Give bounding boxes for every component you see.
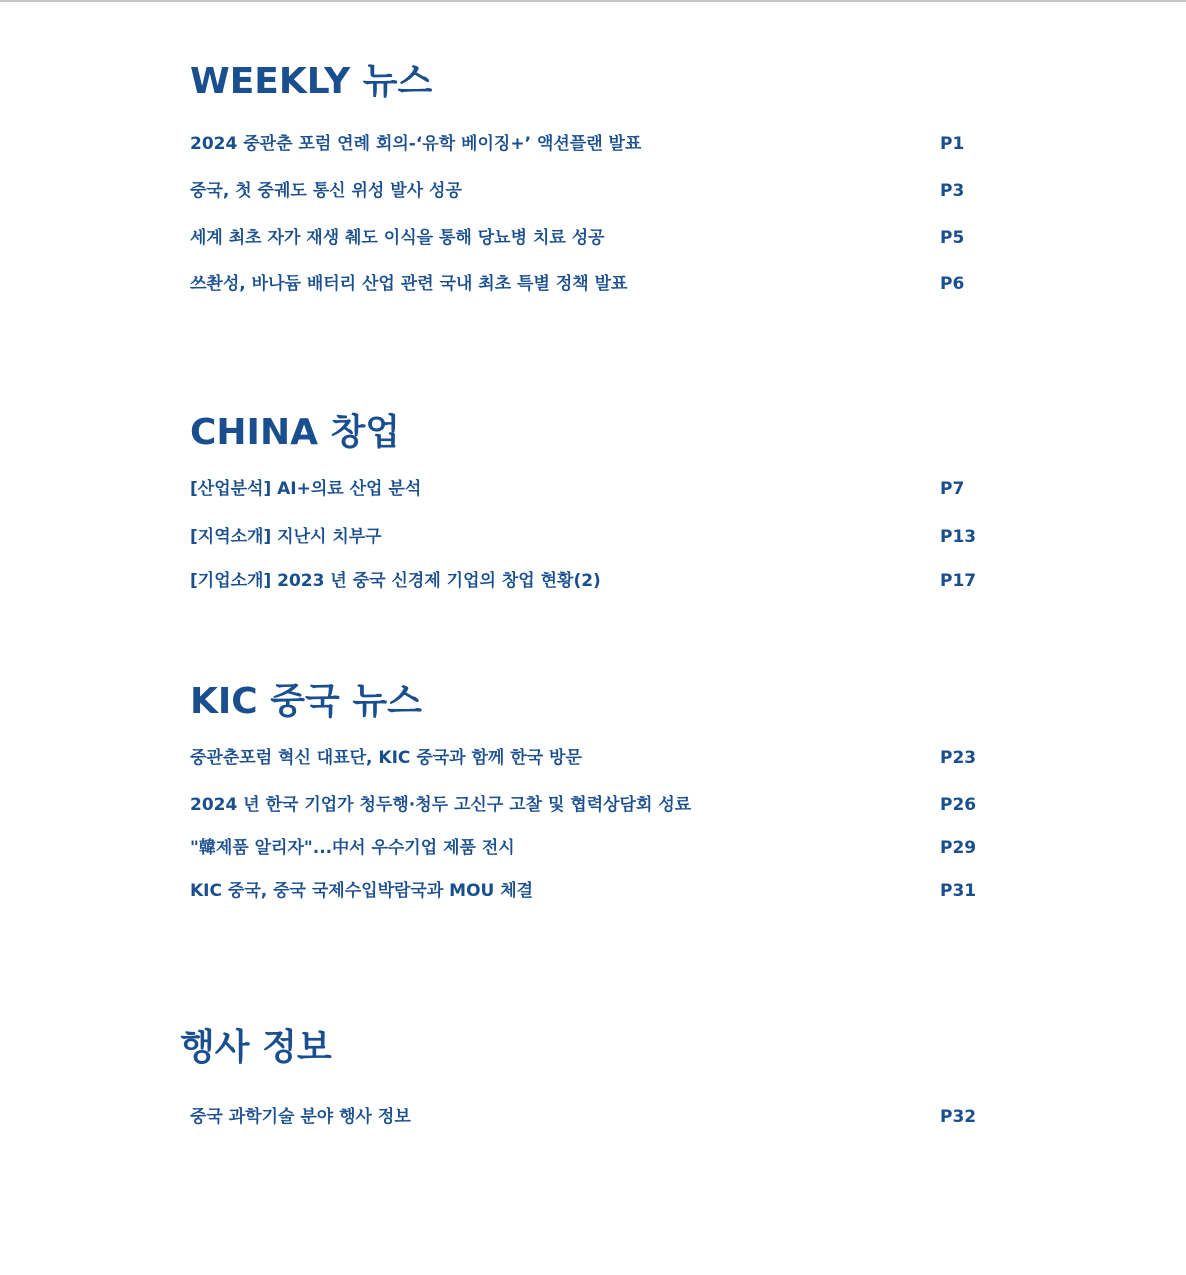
toc-entry-title: 쓰촨성, 바나듐 배터리 산업 관련 국내 최초 특별 정책 발표 bbox=[190, 274, 628, 294]
toc-entry[interactable] bbox=[190, 879, 977, 903]
section-title-china-startup: CHINA 창업 bbox=[190, 412, 401, 453]
toc-entry-page: P5 bbox=[940, 228, 965, 248]
toc-entry-title: 2024 중관춘 포럼 연례 회의-‘유학 베이징+’ 액션플랜 발표 bbox=[190, 134, 642, 154]
toc-entry-page: P13 bbox=[940, 527, 977, 547]
toc-entry-page: P29 bbox=[940, 838, 977, 858]
toc-entry[interactable] bbox=[190, 477, 972, 501]
toc-entry-page: P6 bbox=[940, 274, 965, 294]
toc-entry[interactable] bbox=[190, 793, 977, 817]
toc-entry-title: KIC 중국, 중국 국제수입박람국과 MOU 체결 bbox=[190, 881, 534, 901]
toc-entry[interactable] bbox=[190, 525, 977, 549]
toc-entry-title: [지역소개] 지난시 치부구 bbox=[190, 527, 382, 547]
toc-entry[interactable] bbox=[190, 1105, 977, 1129]
toc-entry-page: P23 bbox=[940, 748, 977, 768]
toc-entry-page: P1 bbox=[940, 134, 965, 154]
toc-entry-title: 중관춘포럼 혁신 대표단, KIC 중국과 함께 한국 방문 bbox=[190, 748, 582, 768]
toc-entry[interactable] bbox=[190, 272, 972, 296]
toc-entry-title: [산업분석] AI+의료 산업 분석 bbox=[190, 479, 422, 499]
section-title-event-info: 행사 정보 bbox=[180, 1027, 332, 1068]
toc-entry-page: P31 bbox=[940, 881, 977, 901]
toc-entry-title: [기업소개] 2023 년 중국 신경제 기업의 창업 현황(2) bbox=[190, 571, 601, 591]
section-title-weekly-news: WEEKLY 뉴스 bbox=[190, 61, 433, 102]
toc-entry[interactable] bbox=[190, 179, 972, 203]
toc-entry-title: 2024 년 한국 기업가 청두행·청두 고신구 고찰 및 협력상담회 성료 bbox=[190, 795, 692, 815]
toc-entry[interactable] bbox=[190, 132, 972, 156]
toc-entry-page: P32 bbox=[940, 1107, 977, 1127]
section-title-kic-china-news: KIC 중국 뉴스 bbox=[190, 681, 422, 722]
toc-entry-page: P3 bbox=[940, 181, 965, 201]
toc-entry-page: P26 bbox=[940, 795, 977, 815]
toc-entry-page: P7 bbox=[940, 479, 965, 499]
toc-entry-title: 중국 과학기술 분야 행사 정보 bbox=[190, 1107, 411, 1127]
toc-entry-title: "韓제품 알리자"...中서 우수기업 제품 전시 bbox=[190, 838, 515, 858]
top-divider bbox=[0, 0, 1186, 2]
toc-entry-title: 세계 최초 자가 재생 췌도 이식을 통해 당뇨병 치료 성공 bbox=[190, 228, 605, 248]
toc-entry[interactable] bbox=[190, 746, 977, 770]
toc-entry-page: P17 bbox=[940, 571, 977, 591]
toc-entry[interactable] bbox=[190, 836, 977, 860]
toc-entry-title: 중국, 첫 중궤도 통신 위성 발사 성공 bbox=[190, 181, 462, 201]
toc-entry[interactable] bbox=[190, 226, 972, 250]
toc-entry[interactable] bbox=[190, 569, 977, 593]
